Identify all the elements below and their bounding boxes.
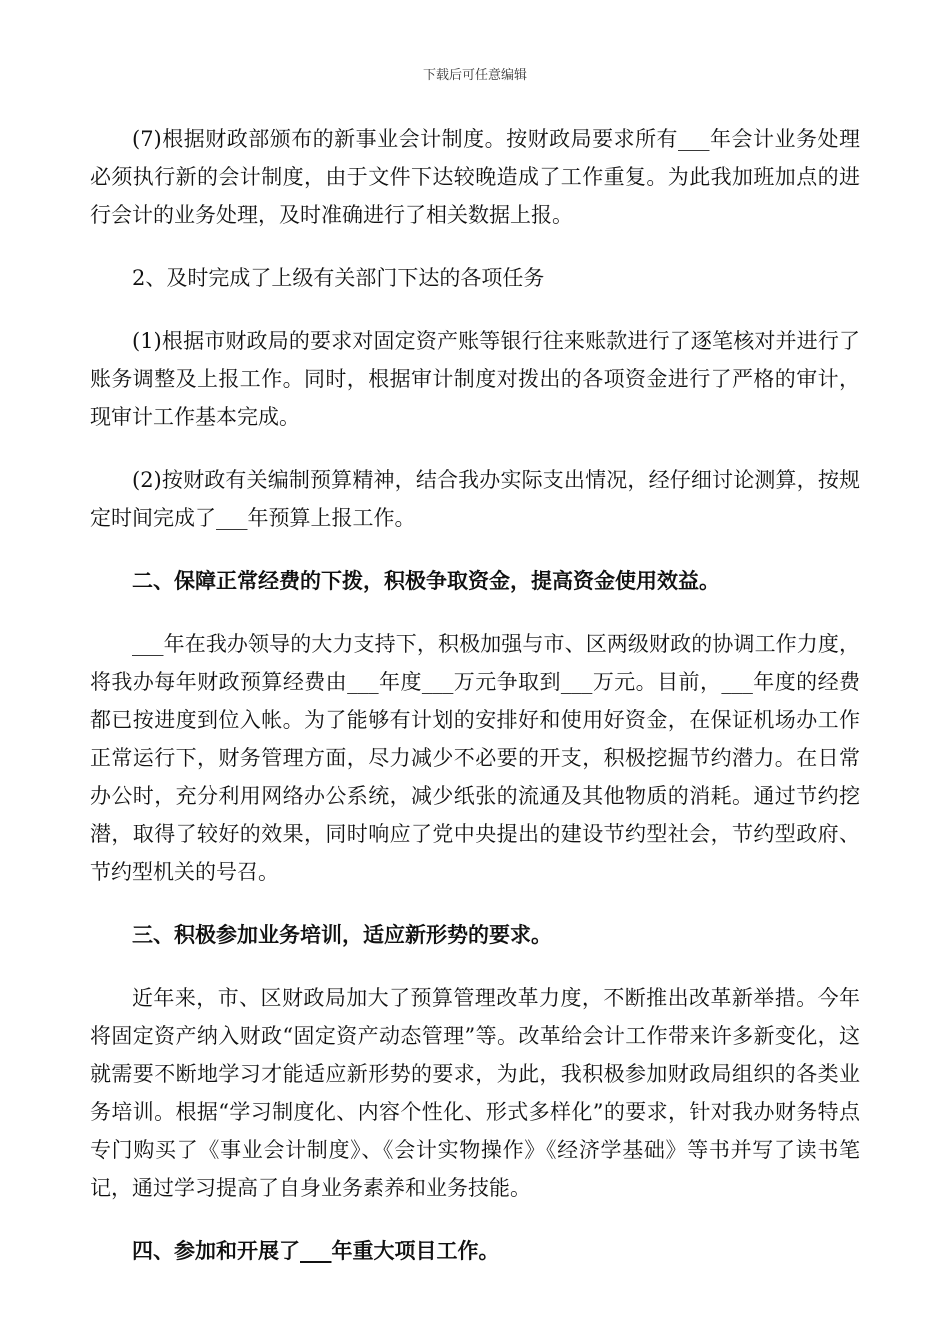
- paragraph-section-2: 2、及时完成了上级有关部门下达的各项任务: [132, 266, 545, 290]
- section-heading-2: 二、保障正常经费的下拨，积极争取资金，提高资金使用效益。: [132, 568, 720, 593]
- paragraph-item-2: (2)按财政有关编制预算精神，结合我办实际支出情况，经仔细讨论测算，按规定时间完成了___年预算上报工作。: [90, 468, 860, 530]
- paragraph-training: 近年来，市、区财政局加大了预算管理改革力度，不断推出改革新举措。今年将固定资产纳入财政“固定资产动态管理”等。改革给会计工作带来许多新变化，这就需要不断地学习才能适应新形势的要求，为此，我积极参加财政局组织的各类业务培训。根据“学习制度化、内容个性化、形式多样化”的要求，针对我办财务特点专门购买了《事业会计制度》、《会计实物操作》《经济学基础》等书并写了读书笔记，通过学习提高了自身业务素养和业务技能。: [90, 986, 860, 1200]
- paragraph-funding: ___年在我办领导的大力支持下，积极加强与市、区两级财政的协调工作力度，将我办每年财政预算经费由___年度___万元争取到___万元。目前，___年度的经费都已按进度到位入帐。为了能够有计划的安排好和使用好资金，在保证机场办工作正常运行下，财务管理方面，尽力减少不必要的开支，积极挖掘节约潜力。在日常办公时，充分利用网络办公系统，减少纸张的流通及其他物质的消耗。通过节约挖潜，取得了较好的效果，同时响应了党中央提出的建设节约型社会，节约型政府、节约型机关的号召。: [90, 632, 860, 884]
- section-heading-4: 四、参加和开展了___年重大项目工作。: [132, 1238, 500, 1263]
- paragraph-item-1: (1)根据市财政局的要求对固定资产账等银行往来账款进行了逐笔核对并进行了账务调整及上报工作。同时，根据审计制度对拨出的各项资金进行了严格的审计，现审计工作基本完成。: [90, 329, 860, 429]
- document-body: [90, 120, 860, 1295]
- section-heading-3: 三、积极参加业务培训，适应新形势的要求。: [132, 922, 552, 947]
- page-header: 下载后可任意编辑: [422, 68, 527, 83]
- paragraph-item-7: (7)根据财政部颁布的新事业会计制度。按财政局要求所有___年会计业务处理必须执行新的会计制度，由于文件下达较晚造成了工作重复。为此我加班加点的进行会计的业务处理，及时准确进行了相关数据上报。: [90, 127, 860, 227]
